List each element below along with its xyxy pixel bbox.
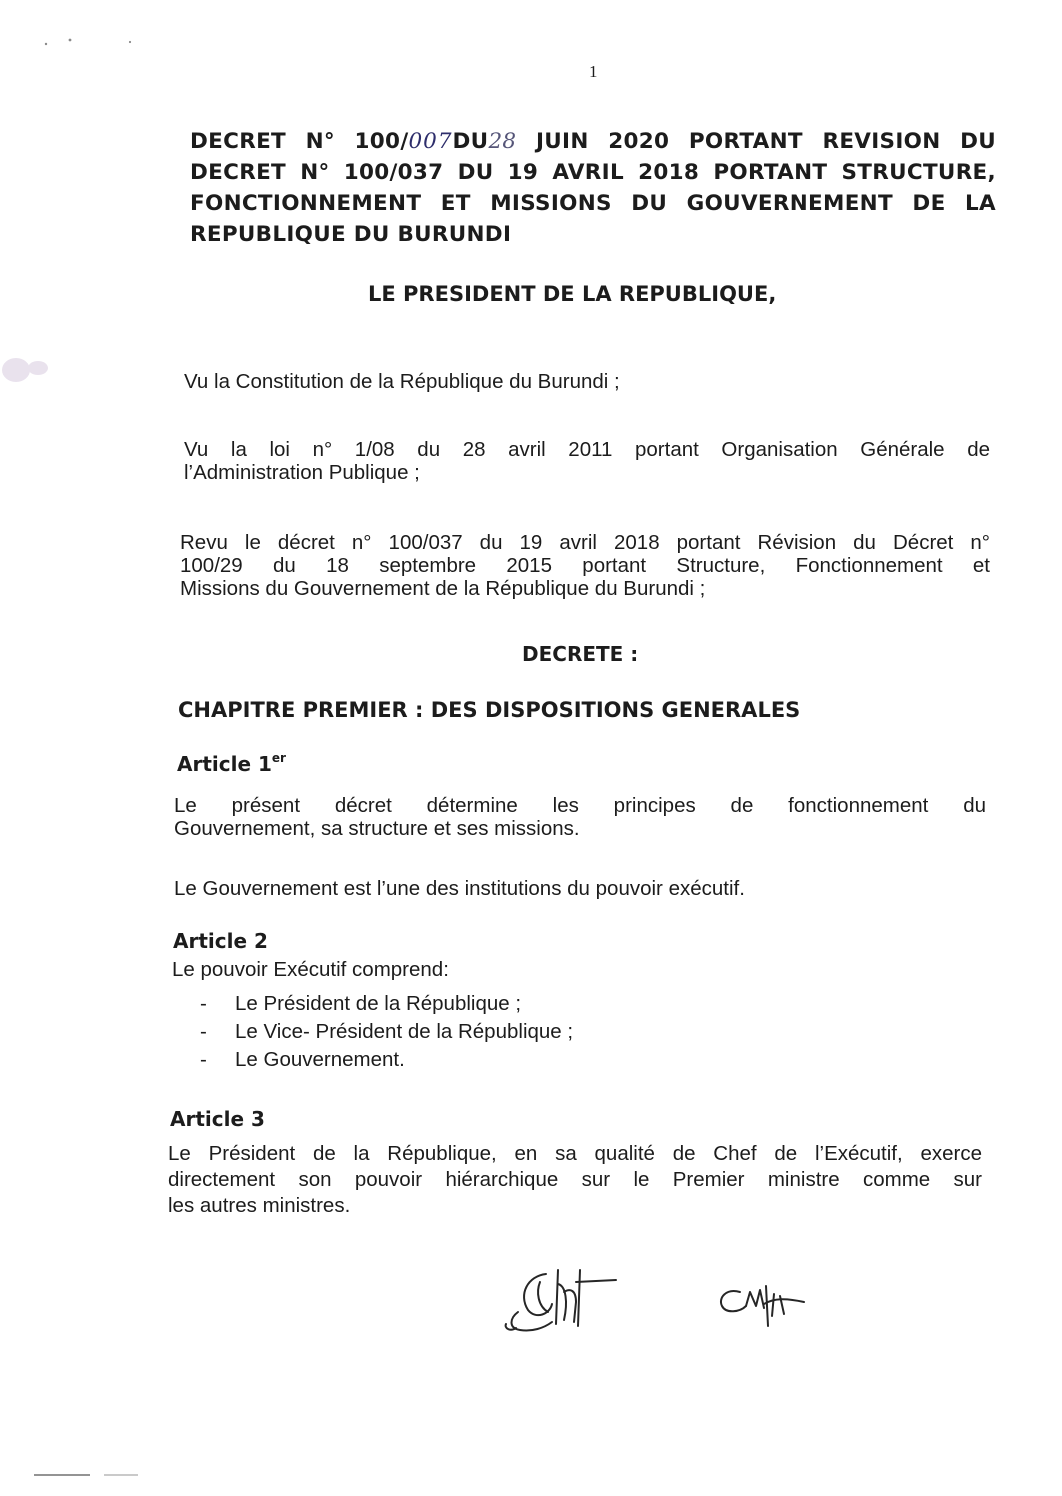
article-1-title-sup: er	[271, 751, 286, 765]
margin-stamp-smudge	[0, 350, 60, 390]
preamble-revu-line-1: Revu le décret n° 100/037 du 19 avril 2018 portant Révision du Décret n°	[180, 531, 990, 554]
list-item-text: Le Président de la République ;	[235, 992, 522, 1015]
preamble-revu-line-2: 100/29 du 18 septembre 2015 portant Structure, Fonctionnement et	[180, 554, 990, 577]
preamble-constitution: Vu la Constitution de la République du Burundi ;	[184, 370, 620, 393]
article-1-title	[177, 751, 286, 776]
article-3-title: Article 3	[170, 1107, 265, 1131]
list-item-text: Le Gouvernement.	[235, 1048, 405, 1071]
article-3-body	[168, 1141, 982, 1219]
handwritten-day: 28	[488, 129, 517, 154]
article-1-para-2: Le Gouvernement est l’une des institutions du pouvoir exécutif.	[174, 877, 745, 900]
preamble-loi-line-2: l’Administration Publique ;	[184, 461, 420, 484]
article-1-body	[174, 794, 986, 840]
article-2-title: Article 2	[173, 929, 268, 953]
decrete-heading: DECRETE :	[522, 642, 639, 666]
article-3-line-3: les autres ministres.	[168, 1194, 351, 1217]
article-3-line-2: directement son pouvoir hiérarchique sur le Premier ministre comme sur	[168, 1168, 982, 1191]
initials-signature-right	[714, 1276, 814, 1332]
list-item: - Le Président de la République ;	[200, 992, 522, 1015]
title-line-2: DECRET N° 100/037 DU 19 AVRIL 2018 PORTANT STRUCTURE,	[190, 160, 996, 185]
scan-specks	[40, 36, 140, 52]
article-1-line-1: Le présent décret détermine les principes de fonctionnement du	[174, 794, 986, 817]
title-line-3: FONCTIONNEMENT ET MISSIONS DU GOUVERNEMENT DE LA	[190, 191, 996, 216]
decree-title	[190, 126, 996, 250]
title-line-1-suffix: JUIN 2020 PORTANT REVISION DU	[516, 129, 996, 154]
article-1-title-text: Article 1	[177, 752, 272, 776]
executive-members-list	[200, 990, 573, 1074]
chapter-heading: CHAPITRE PREMIER : DES DISPOSITIONS GENERALES	[178, 698, 801, 722]
article-2-intro: Le pouvoir Exécutif comprend:	[172, 958, 449, 981]
list-item-text: Le Vice- Président de la République ;	[235, 1020, 574, 1043]
preamble-revu-line-3: Missions du Gouvernement de la République du Burundi ;	[180, 577, 706, 600]
title-line-1	[190, 129, 996, 154]
list-item: - Le Vice- Président de la République ;	[200, 1020, 574, 1043]
bottom-scan-line	[34, 1470, 144, 1480]
title-line-1-prefix: DECRET N° 100/	[190, 129, 409, 154]
president-heading: LE PRESIDENT DE LA REPUBLIQUE,	[368, 282, 777, 306]
title-line-1-du: DU	[452, 129, 489, 154]
preamble-loi-line-1: Vu la loi n° 1/08 du 28 avril 2011 portant Organisation Générale de	[184, 438, 990, 461]
article-1-line-2: Gouvernement, sa structure et ses missions.	[174, 817, 580, 840]
preamble-loi	[184, 438, 990, 484]
preamble-revu	[180, 531, 990, 600]
initials-signature-left	[498, 1262, 628, 1342]
handwritten-decree-number: 007	[408, 129, 453, 154]
title-line-4: REPUBLIQUE DU BURUNDI	[190, 222, 512, 247]
page-number: 1	[589, 62, 598, 81]
list-item: - Le Gouvernement.	[200, 1048, 405, 1071]
article-3-line-1: Le Président de la République, en sa qualité de Chef de l’Exécutif, exerce	[168, 1142, 982, 1165]
